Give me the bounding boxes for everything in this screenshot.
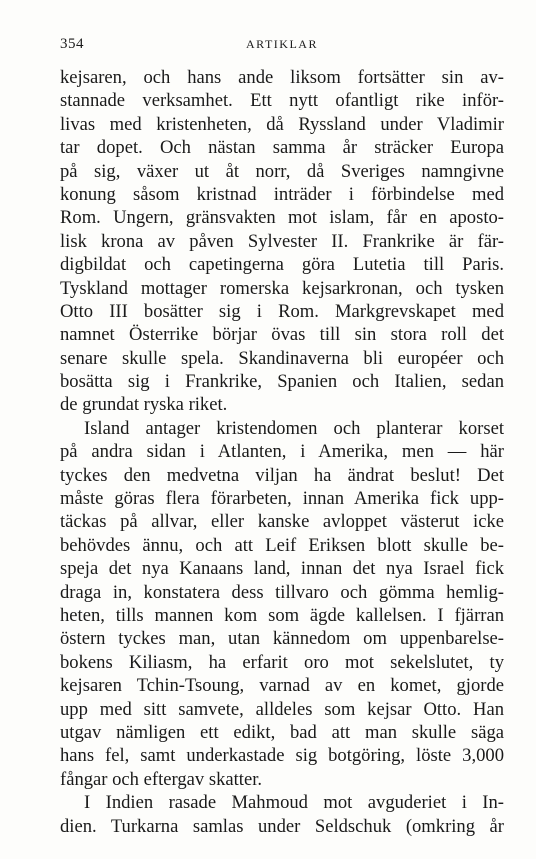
text-line: tyckes den medvetna viljan ha ändrat beslut! Det [60, 464, 504, 486]
text-line: östern tyckes man, utan kännedom om uppenbarelse- [60, 628, 504, 650]
text-line: hans fel, samt underkastade sig botgöring, löste 3,000 [60, 745, 504, 767]
text-line: på andra sidan i Atlanten, i Amerika, men — här [60, 441, 504, 463]
text-line: heten, tills mannen kom som ägde kallelsen. I fjärran [60, 604, 504, 626]
text-line: konung såsom kristnad inträder i förbindelse med [60, 183, 504, 205]
text-line: de grundat ryska riket. [60, 394, 228, 416]
text-line: stannade verksamhet. Ett nytt ofantligt rike inför- [60, 90, 504, 112]
text-line: utgav nämligen ett edikt, bad att man skulle säga [60, 721, 504, 743]
text-line: kejsaren, och hans ande liksom fortsätter sin av- [60, 67, 504, 88]
text-line: tar dopet. Och nästan samma år sträcker Europa [60, 137, 504, 159]
text-line: senare skulle spela. Skandinaverna bli européer och [60, 347, 504, 369]
text-line: på sig, växer ut åt norr, då Sveriges namngivne [60, 160, 504, 182]
text-line: draga in, konstatera dess tillvaro och gömma hemlig- [60, 581, 504, 603]
text-line: fångar och eftergav skatter. [60, 768, 263, 790]
text-line: bokens Kiliasm, ha erfarit oro mot sekelslutet, ty [60, 651, 504, 673]
text-line: Otto III bosätter sig i Rom. Markgrevskapet med [60, 300, 504, 322]
page-number: 354 [60, 36, 84, 52]
text-line: I Indien rasade Mahmoud mot avguderiet i In- [84, 792, 504, 814]
text-line: måste göras flera förarbeten, innan Amerika fick upp- [60, 488, 504, 510]
page-header [60, 36, 504, 56]
text-line: digbildat och capetingerna göra Lutetia till Paris. [60, 254, 504, 276]
running-head: ARTIKLAR [246, 37, 318, 51]
text-line: Rom. Ungern, gränsvakten mot islam, får en aposto- [60, 207, 504, 229]
text-line: Tyskland mottager romerska kejsarkronan, och tysken [60, 277, 504, 299]
text-line: upp med sitt samvete, alldeles som kejsar Otto. Han [60, 698, 504, 720]
text-line: speja det nya Kanaans land, innan det nya Israel fick [60, 558, 504, 580]
text-line: namnet Österrike börjar övas till sin stora roll det [60, 324, 504, 346]
text-line: Island antager kristendomen och planterar korset [84, 417, 504, 439]
text-line: behövdes ännu, och att Leif Eriksen blott skulle be- [60, 534, 504, 556]
text-line: kejsaren Tchin-Tsoung, varnad av en komet, gjorde [60, 675, 504, 697]
body-text [60, 66, 504, 838]
text-line: bosätta sig i Frankrike, Spanien och Italien, sedan [60, 371, 504, 393]
text-line: lisk krona av påven Sylvester II. Frankrike är fär- [60, 230, 504, 252]
text-line: livas med kristenheten, då Ryssland under Vladimir [60, 113, 504, 135]
text-line: dien. Turkarna samlas under Seldschuk (omkring år [60, 815, 504, 837]
text-line: täckas på allvar, eller kanske avloppet västerut icke [60, 511, 504, 533]
